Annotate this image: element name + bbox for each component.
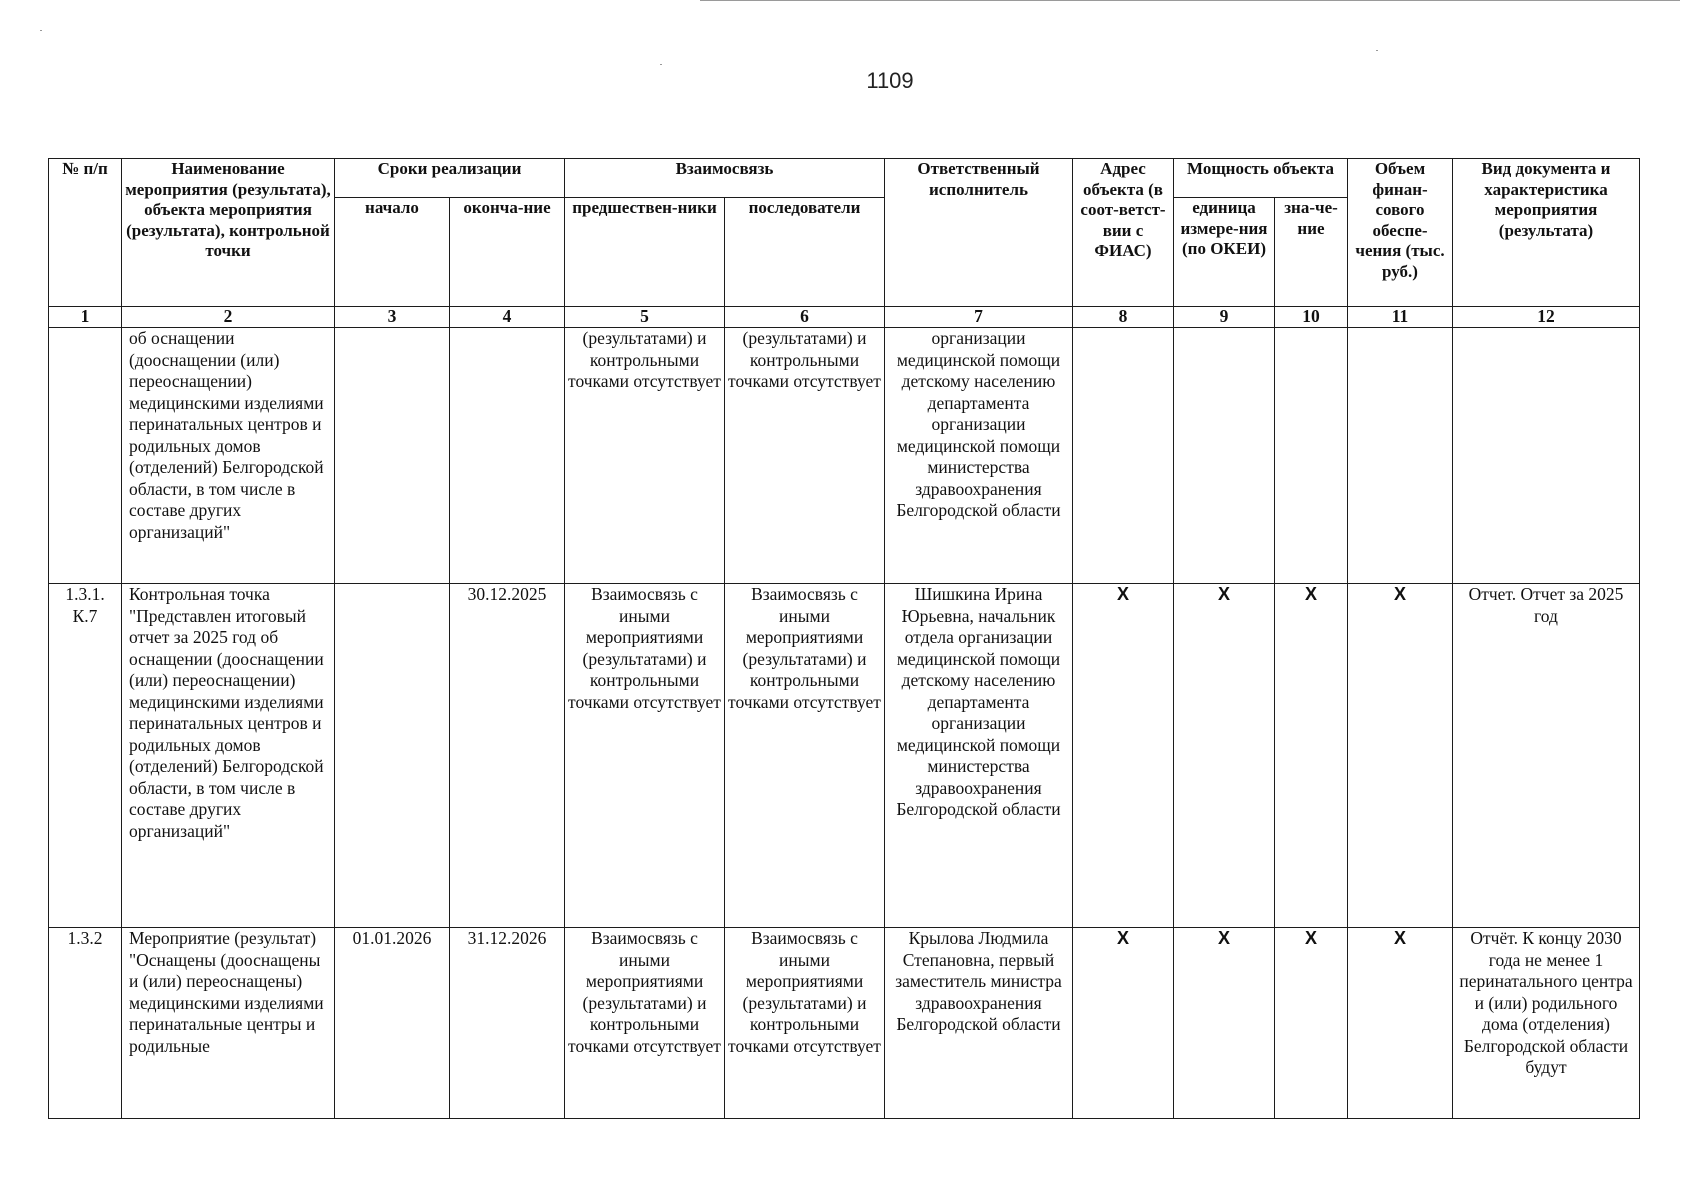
row-value xyxy=(1275,328,1348,584)
header-end: оконча-ние xyxy=(450,198,565,307)
row-name: об оснащении (дооснащении (или) переоснащении) медицинскими изделиями перинатальных центров и родильных домов (отделений) Белгородской области, в том числе в составе других организаций" xyxy=(122,328,335,584)
column-number: 4 xyxy=(450,307,565,328)
header-address: Адрес объекта (в соот-ветст-вии с ФИАС) xyxy=(1073,159,1174,307)
header-name: Наименование мероприятия (результата), объекта мероприятия (результата), контрольной точки xyxy=(122,159,335,307)
row-value: X xyxy=(1275,928,1348,1119)
row-start: 01.01.2026 xyxy=(335,928,450,1119)
column-number: 10 xyxy=(1275,307,1348,328)
row-volume: X xyxy=(1348,928,1453,1119)
row-predecessors: (результатами) и контрольными точками отсутствует xyxy=(565,328,725,584)
column-number-row xyxy=(49,307,1640,328)
scan-speck xyxy=(660,64,662,65)
row-start xyxy=(335,584,450,928)
row-end: 31.12.2026 xyxy=(450,928,565,1119)
column-number: 2 xyxy=(122,307,335,328)
column-number: 6 xyxy=(725,307,885,328)
row-doc: Отчет. Отчет за 2025 год xyxy=(1453,584,1640,928)
row-address: X xyxy=(1073,928,1174,1119)
header-value: зна-че-ние xyxy=(1275,198,1348,307)
row-volume: X xyxy=(1348,584,1453,928)
row-start xyxy=(335,328,450,584)
row-responsible: Шишкина Ирина Юрьевна, начальник отдела организации медицинской помощи детскому населению департамента организации медицинской помощи министерства здравоохранения Белгородской области xyxy=(885,584,1073,928)
row-doc xyxy=(1453,328,1640,584)
header-link: Взаимосвязь xyxy=(565,159,885,198)
row-unit: X xyxy=(1174,928,1275,1119)
activity-plan-table xyxy=(48,158,1640,1119)
column-number: 3 xyxy=(335,307,450,328)
column-number: 5 xyxy=(565,307,725,328)
column-number: 7 xyxy=(885,307,1073,328)
header-responsible: Ответственный исполнитель xyxy=(885,159,1073,307)
column-number: 8 xyxy=(1073,307,1174,328)
column-number: 12 xyxy=(1453,307,1640,328)
row-unit xyxy=(1174,328,1275,584)
row-successors: (результатами) и контрольными точками отсутствует xyxy=(725,328,885,584)
row-end: 30.12.2025 xyxy=(450,584,565,928)
header-capacity: Мощность объекта xyxy=(1174,159,1348,198)
header-unit: единица измере-ния (по ОКЕИ) xyxy=(1174,198,1275,307)
row-address: X xyxy=(1073,584,1174,928)
table-row xyxy=(49,928,1640,1119)
column-number: 1 xyxy=(49,307,122,328)
header-num: № п/п xyxy=(49,159,122,307)
row-volume xyxy=(1348,328,1453,584)
row-successors: Взаимосвязь с иными мероприятиями (результатами) и контрольными точками отсутствует xyxy=(725,928,885,1119)
header-terms: Сроки реализации xyxy=(335,159,565,198)
row-responsible: организации медицинской помощи детскому населению департамента организации медицинской помощи министерства здравоохранения Белгородской области xyxy=(885,328,1073,584)
row-end xyxy=(450,328,565,584)
row-unit: X xyxy=(1174,584,1275,928)
scan-top-rule xyxy=(700,0,1680,1)
row-address xyxy=(1073,328,1174,584)
header-row-1 xyxy=(49,159,1640,198)
row-predecessors: Взаимосвязь с иными мероприятиями (результатами) и контрольными точками отсутствует xyxy=(565,584,725,928)
header-start: начало xyxy=(335,198,450,307)
row-predecessors: Взаимосвязь с иными мероприятиями (результатами) и контрольными точками отсутствует xyxy=(565,928,725,1119)
page-number: 1109 xyxy=(866,68,914,93)
header-successors: последователи xyxy=(725,198,885,307)
header-predecessors: предшествен-ники xyxy=(565,198,725,307)
row-doc: Отчёт. К концу 2030 года не менее 1 перинатального центра и (или) родильного дома (отделения) Белгородской области будут xyxy=(1453,928,1640,1119)
row-num xyxy=(49,328,122,584)
row-num: 1.3.2 xyxy=(49,928,122,1119)
row-successors: Взаимосвязь с иными мероприятиями (результатами) и контрольными точками отсутствует xyxy=(725,584,885,928)
column-number: 11 xyxy=(1348,307,1453,328)
table-row xyxy=(49,328,1640,584)
header-doc-type: Вид документа и характеристика мероприятия (результата) xyxy=(1453,159,1640,307)
scan-speck xyxy=(40,30,42,31)
table-row xyxy=(49,584,1640,928)
row-value: X xyxy=(1275,584,1348,928)
column-number: 9 xyxy=(1174,307,1275,328)
row-responsible: Крылова Людмила Степановна, первый заместитель министра здравоохранения Белгородской области xyxy=(885,928,1073,1119)
row-name: Контрольная точка "Представлен итоговый отчет за 2025 год об оснащении (дооснащении (или) переоснащении) медицинскими изделиями перинатальных центров и родильных домов (отделений) Белгородской области, в том числе в составе других организаций" xyxy=(122,584,335,928)
row-name: Мероприятие (результат) "Оснащены (дооснащены и (или) переоснащены) медицинскими изделиями перинатальные центры и родильные xyxy=(122,928,335,1119)
row-num: 1.3.1. К.7 xyxy=(49,584,122,928)
header-volume: Объем финан-сового обеспе-чения (тыс. руб.) xyxy=(1348,159,1453,307)
scan-speck xyxy=(1376,50,1378,51)
